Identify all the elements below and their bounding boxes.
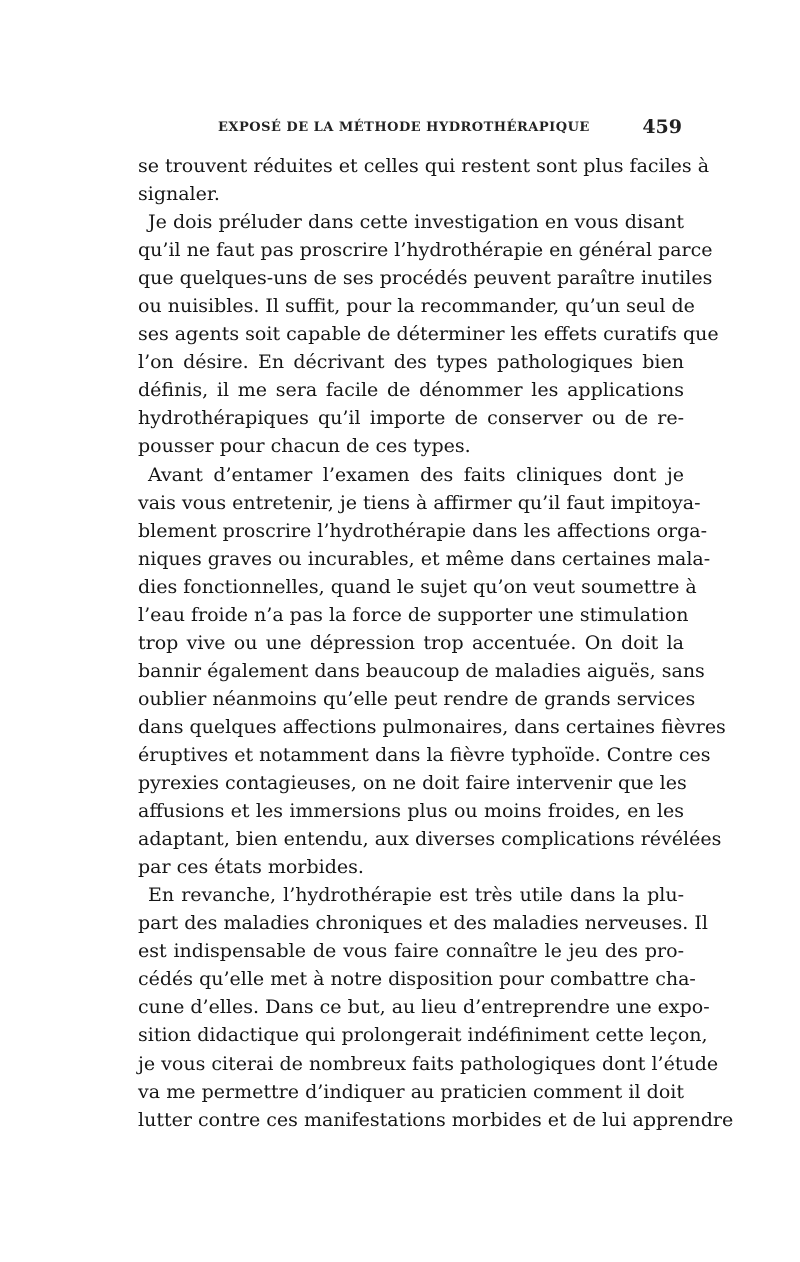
text-line: signaler. xyxy=(138,183,220,206)
text-line: qu’il ne faut pas proscrire l’hydrothérapie en général parce xyxy=(138,239,713,262)
text-line: oublier néanmoins qu’elle peut rendre de grands services xyxy=(138,687,696,710)
text-line: l’on désire. En décrivant des types pathologiques bien xyxy=(138,351,684,374)
text-line: hydrothérapiques qu’il importe de conserver ou de re- xyxy=(138,407,684,430)
running-title: EXPOSÉ DE LA MÉTHODE HYDROTHÉRAPIQUE xyxy=(218,120,590,135)
text-line: éruptives et notamment dans la fièvre typhoïde. Contre ces xyxy=(138,743,711,766)
text-line: dies fonctionnelles, quand le sujet qu’on veut soumettre à xyxy=(138,575,697,598)
text-line: adaptant, bien entendu, aux diverses complications révélées xyxy=(138,828,722,851)
text-line: est indispensable de vous faire connaître le jeu des pro- xyxy=(138,940,684,963)
text-line: je vous citerai de nombreux faits pathologiques dont l’étude xyxy=(138,1052,719,1075)
text-line: vais vous entretenir, je tiens à affirmer qu’il faut impitoya- xyxy=(138,491,701,514)
text-line: cune d’elles. Dans ce but, au lieu d’entreprendre une expo- xyxy=(138,996,710,1019)
text-line: affusions et les immersions plus ou moins froides, en les xyxy=(138,800,684,823)
text-line: sition didactique qui prolongerait indéfiniment cette leçon, xyxy=(138,1024,708,1047)
page-number: 459 xyxy=(642,116,682,138)
paragraph-first-line: Avant d’entamer l’examen des faits cliniques dont je xyxy=(148,463,684,486)
paragraph-first-line: En revanche, l’hydrothérapie est très utile dans la plu- xyxy=(148,884,684,907)
paragraph-first-line: Je dois préluder dans cette investigation en vous disant xyxy=(148,211,684,234)
text-line: pousser pour chacun de ces types. xyxy=(138,435,471,458)
text-line: lutter contre ces manifestations morbides et de lui apprendre xyxy=(138,1108,734,1131)
text-line: pyrexies contagieuses, on ne doit faire intervenir que les xyxy=(138,772,687,795)
text-line: définis, il me sera facile de dénommer les applications xyxy=(138,379,684,402)
text-line: va me permettre d’indiquer au praticien comment il doit xyxy=(138,1080,684,1103)
text-line: par ces états morbides. xyxy=(138,856,364,879)
text-line: l’eau froide n’a pas la force de supporter une stimulation xyxy=(138,603,689,626)
text-line: se trouvent réduites et celles qui restent sont plus faciles à xyxy=(138,155,710,177)
text-line: bannir également dans beaucoup de maladies aiguës, sans xyxy=(138,659,705,682)
text-line: dans quelques affections pulmonaires, dans certaines fièvres xyxy=(138,715,726,738)
text-line: niques graves ou incurables, et même dans certaines mala- xyxy=(138,547,711,570)
text-line: ou nuisibles. Il suffit, pour la recommander, qu’un seul de xyxy=(138,295,695,318)
running-head xyxy=(138,116,684,140)
text-line: blement proscrire l’hydrothérapie dans les affections orga- xyxy=(138,519,708,542)
text-line: ses agents soit capable de déterminer les effets curatifs que xyxy=(138,323,719,346)
text-line: cédés qu’elle met à notre disposition pour combattre cha- xyxy=(138,968,696,991)
text-line: part des maladies chroniques et des maladies nerveuses. Il xyxy=(138,912,708,935)
body-text xyxy=(138,152,734,1134)
text-line: que quelques-uns de ses procédés peuvent paraître inutiles xyxy=(138,267,713,290)
text-line: trop vive ou une dépression trop accentuée. On doit la xyxy=(138,631,684,654)
